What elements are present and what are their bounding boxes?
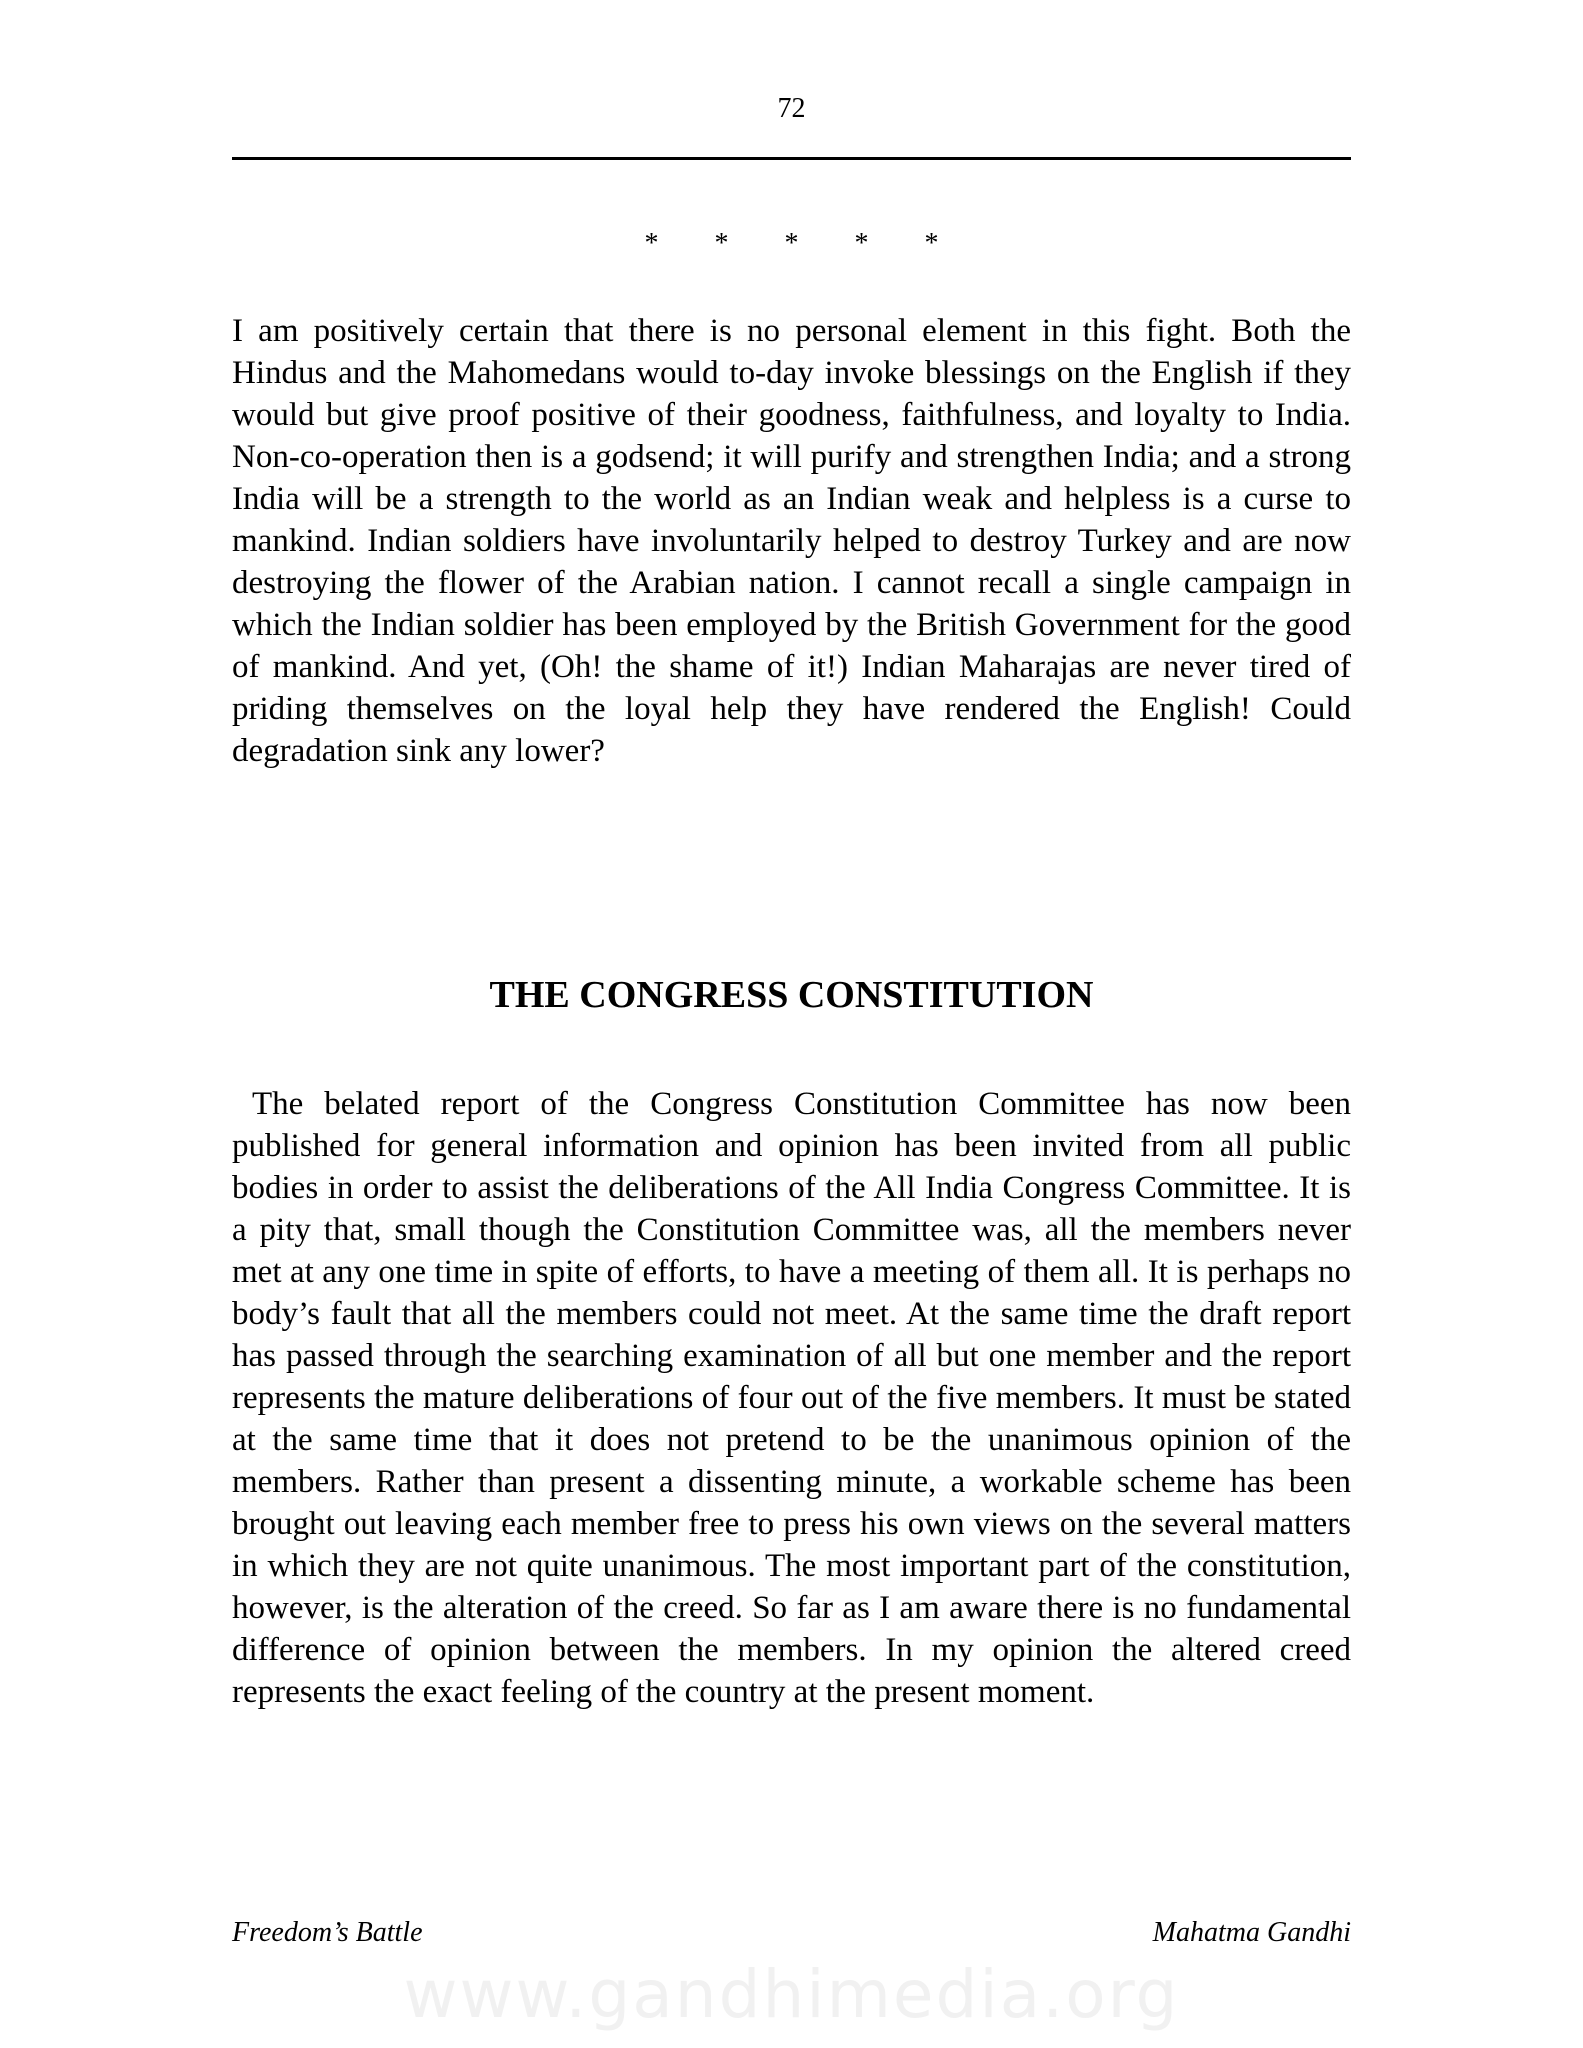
watermark: www.gandhimedia.org <box>403 1956 1180 2033</box>
separator-star: * <box>854 228 869 259</box>
header-rule <box>232 157 1351 160</box>
page-number: 72 <box>777 93 806 124</box>
body-paragraph-first: I am positively certain that there is no personal element in this fight. Both the Hindus and the Mahomedans would to-day invoke blessings on the English if they would but give proof positive of their goodness, faithfulness, and loyalty to India. Non-co-operation then is a godsend; it will purify and strengthen India; and a strong India will be a strength to the world as an Indian weak and helpless is a curse to mankind. Indian soldiers have involuntarily helped to destroy Turkey and are now destroying the flower of the Arabian nation. I cannot recall a single campaign in which the Indian soldier has been employed by the British Government for the good of mankind. And yet, (Oh! the shame of it!) Indian Maharajas are never tired of priding themselves on the loyal help they have rendered the English! Could degradation sink any lower? <box>232 313 1351 769</box>
separator-star: * <box>924 228 939 259</box>
footer-author: Mahatma Gandhi <box>1152 1917 1351 1948</box>
separator-star: * <box>784 228 799 259</box>
separator-star: * <box>644 228 659 259</box>
body-paragraph-second: The belated report of the Congress Constitution Committee has now been published for general information and opinion has been invited from all public bodies in order to assist the deliberations of the All India Congress Committee. It is a pity that, small though the Constitution Committee was, all the members never met at any one time in spite of efforts, to have a meeting of them all. It is perhaps no body’s fault that all the members could not meet. At the same time the draft report has passed through the searching examination of all but one member and the report represents the mature deliberations of four out of the five members. It must be stated at the same time that it does not pretend to be the unanimous opinion of the members. Rather than present a dissenting minute, a workable scheme has been brought out leaving each member free to press his own views on the several matters in which they are not quite unanimous. The most important part of the constitution, however, is the alteration of the creed. So far as I am aware there is no fundamental difference of opinion between the members. In my opinion the altered creed represents the exact feeling of the country at the present moment. <box>232 1086 1351 1710</box>
section-separator <box>0 226 1583 262</box>
section-title: THE CONGRESS CONSTITUTION <box>489 974 1094 1016</box>
separator-star: * <box>714 228 729 259</box>
footer-book-title: Freedom’s Battle <box>232 1917 423 1948</box>
